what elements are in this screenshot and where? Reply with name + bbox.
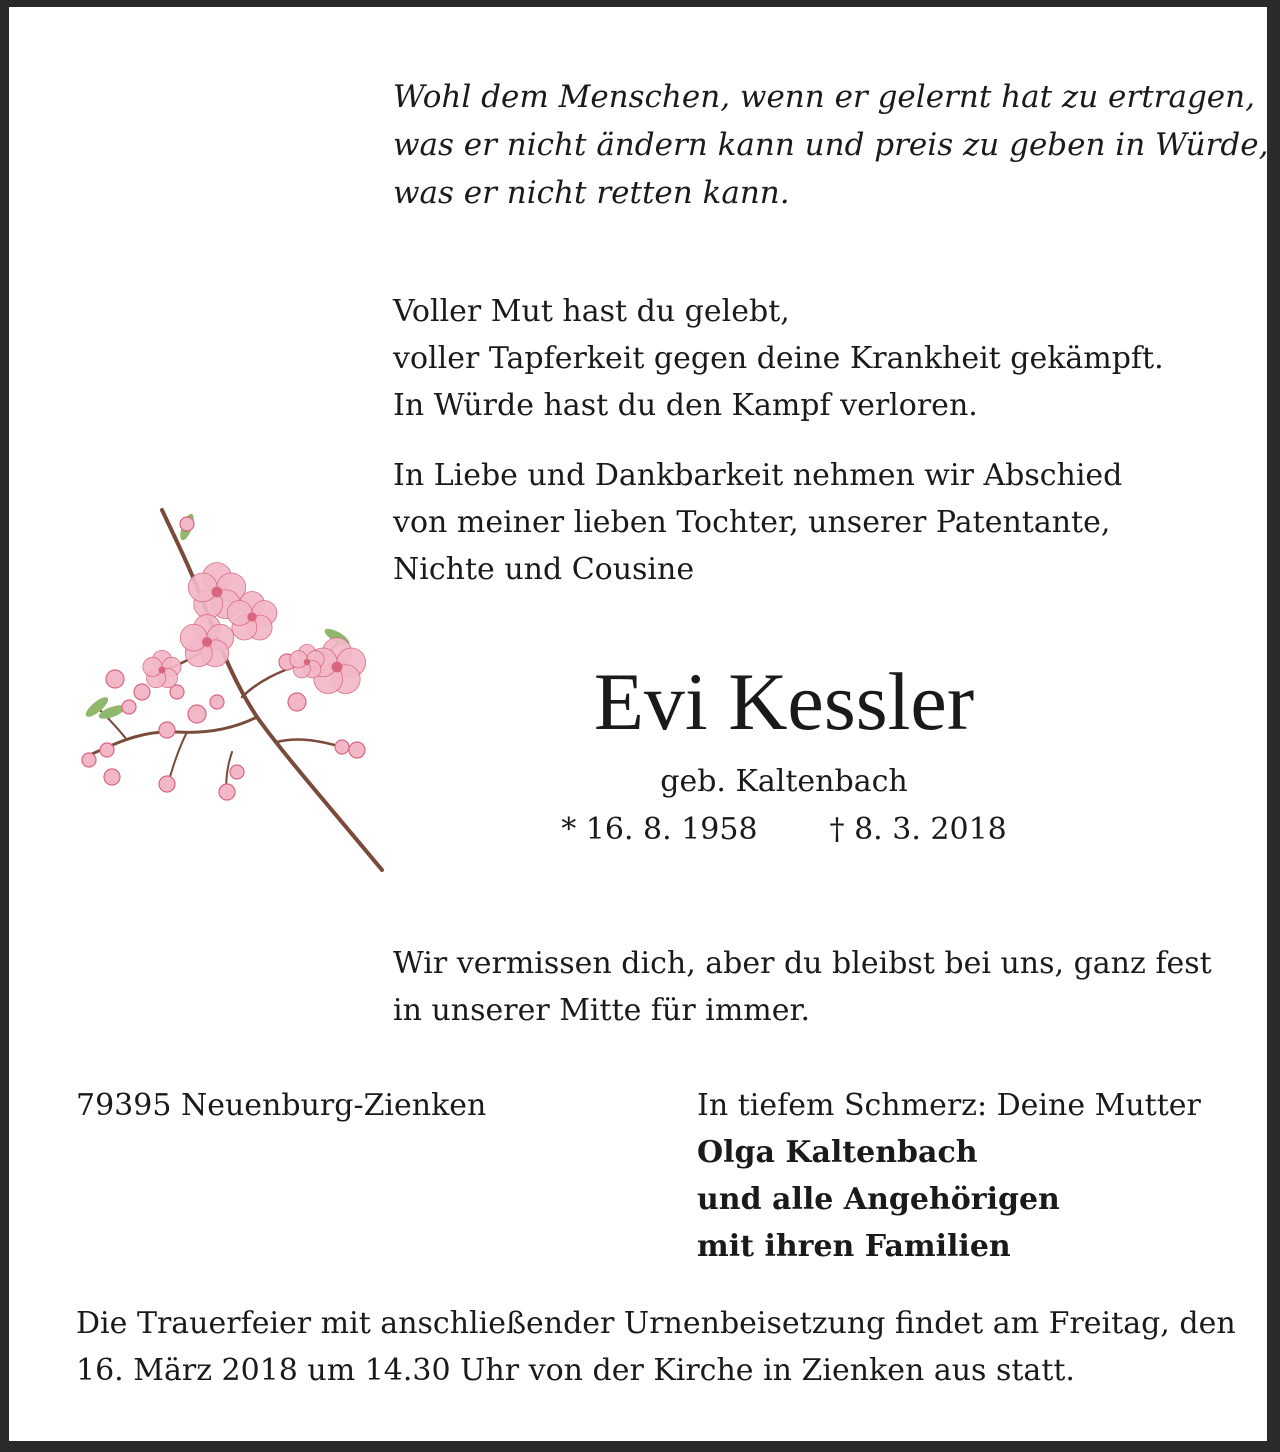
deceased-name: Evi Kessler [593, 656, 975, 747]
branch-line [277, 740, 342, 747]
bud [122, 700, 136, 714]
mourners [697, 1082, 1201, 1270]
branch-line [92, 717, 257, 754]
address-line: 79395 Neuenburg-Zienken [76, 1088, 487, 1123]
farewell-line: von meiner lieben Tochter, unserer Patentante, [393, 505, 1111, 540]
address [76, 1082, 486, 1129]
blossom [180, 615, 234, 667]
death-date: † 8. 3. 2018 [829, 812, 1007, 847]
quote-line: was er nicht retten kann. [393, 175, 790, 211]
birth-date: * 16. 8. 1958 [561, 812, 758, 847]
bud [159, 776, 175, 792]
quote-line: was er nicht ändern kann und preis zu geben in Würde, [393, 127, 1269, 163]
blossom-center [247, 612, 256, 621]
tribute-text [393, 288, 1164, 429]
mourners-intro: In tiefem Schmerz: Deine Mutter [697, 1088, 1201, 1123]
blossom-center [332, 662, 343, 673]
bud [188, 705, 206, 723]
tribute-line: voller Tapferkeit gegen deine Krankheit gekämpft. [393, 341, 1164, 376]
tribute-line: Voller Mut hast du gelebt, [393, 294, 790, 329]
tribute-line: In Würde hast du den Kampf verloren. [393, 388, 978, 423]
bud [159, 722, 175, 738]
farewell-line: Nichte und Cousine [393, 552, 695, 587]
quote-line: Wohl dem Menschen, wenn er gelernt hat zu ertragen, [393, 79, 1255, 115]
blossom-center [212, 587, 223, 598]
petal [290, 651, 307, 668]
blossoms [143, 563, 366, 694]
remembrance-line: Wir vermissen dich, aber du bleibst bei uns, ganz fest [393, 946, 1212, 981]
mourner-name: mit ihren Familien [697, 1229, 1011, 1264]
leaves [83, 512, 352, 721]
petal [180, 624, 207, 651]
blossom-center [202, 637, 212, 647]
remembrance-text [393, 940, 1212, 1034]
bud [82, 753, 96, 767]
blossom-center [304, 659, 310, 665]
petal [227, 601, 252, 626]
bud [134, 684, 150, 700]
bud [335, 740, 349, 754]
bud [104, 769, 120, 785]
bud [180, 517, 194, 531]
blossom-center [158, 666, 165, 673]
bud [219, 784, 235, 800]
birth-name: geb. Kaltenbach [660, 764, 908, 799]
farewell-line: In Liebe und Dankbarkeit nehmen wir Abschied [393, 458, 1123, 493]
ceremony-info [76, 1300, 1236, 1394]
obituary-notice [9, 7, 1267, 1441]
bud [230, 765, 244, 779]
bud [106, 670, 124, 688]
bud [100, 743, 114, 757]
ceremony-line: 16. März 2018 um 14.30 Uhr von der Kirche in Zienken aus statt. [76, 1353, 1075, 1388]
bud [288, 693, 306, 711]
bud [349, 742, 365, 758]
ceremony-line: Die Trauerfeier mit anschließender Urnenbeisetzung findet am Freitag, den [76, 1306, 1236, 1341]
petal [143, 657, 162, 676]
cherry-blossom-branch-icon [67, 502, 387, 872]
opening-quote [393, 73, 1269, 217]
mourner-name: und alle Angehörigen [697, 1182, 1060, 1217]
blossom [143, 650, 181, 687]
bud [210, 695, 224, 709]
mourner-name: Olga Kaltenbach [697, 1135, 978, 1170]
farewell-text [393, 452, 1122, 593]
remembrance-line: in unserer Mitte für immer. [393, 993, 811, 1028]
life-dates [389, 807, 1179, 853]
petal [188, 573, 217, 602]
